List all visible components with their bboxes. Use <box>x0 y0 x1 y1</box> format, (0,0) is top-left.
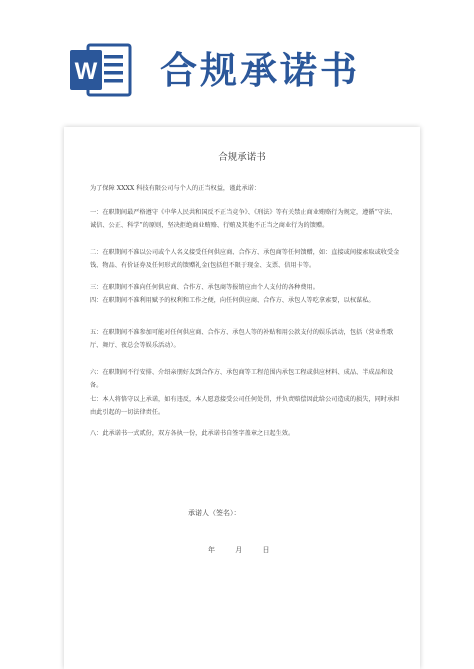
clause-8: 八：此承诺书一式贰份，双方各执一份，此承诺书自签字盖章之日起生效。 <box>90 430 295 437</box>
clause-4: 四：在职期间不准利用赋予的权利和工作之便，向任何供应商、合作方、承包人等吃拿索要，以权谋私。 <box>90 297 375 304</box>
clause-7: 七：本人将恪守以上承诺，如有违反，本人愿意接受公司任何处罚，并负责赔偿因此给公司造成的损失，同时承担由此引起的一切法律责任。 <box>90 396 400 416</box>
banner-title: 合规承诺书 <box>160 49 360 92</box>
clause-3: 三：在职期间不准向任何供应商、合作方、承包商等报销应由个人支付的各种费用。 <box>90 284 319 291</box>
intro-paragraph: 为了保障 XXXX 科技有限公司与个人的正当权益，谨此承诺： <box>90 185 261 192</box>
date-line: 年 月 日 <box>208 546 270 554</box>
signature-label: 承诺人（签名）： <box>188 509 241 517</box>
document-title: 合规承诺书 <box>218 152 266 163</box>
word-document-icon <box>70 42 132 98</box>
clause-1: 一：在职期间最严格遵守《中华人民共和国反不正当竞争》、《刑法》等有关禁止商业贿赂行为规定，遵循“守法、诚信、公正、科学”的原则，坚决拒绝商业贿赂、行贿及其他不正当之商业行为的馈赠。 <box>90 209 397 229</box>
banner <box>0 0 474 112</box>
clause-6: 六：在职期间不行安排、介绍亲朋好友到合作方、承包商等工程范围内承包工程或供应材料、成品、半成品和设备。 <box>90 369 394 389</box>
clause-5: 五：在职期间不准参加可能对任何供应商、合作方、承包人等的补贴和用公款支付的娱乐活动，包括（营业性歌厅、舞厅、夜总会等娱乐活动）。 <box>90 329 394 349</box>
clause-2: 二：在职期间不准以公司或个人名义接受任何供应商、合作方、承包商等任何馈赠，如：直接或间接索取或收受金钱、物品、有价证券及任何形式的馈赠礼金(包括但不限于现金、支票、信用卡等。 <box>90 249 400 269</box>
word-icon-letter: W <box>74 58 98 85</box>
document-page <box>64 127 420 669</box>
